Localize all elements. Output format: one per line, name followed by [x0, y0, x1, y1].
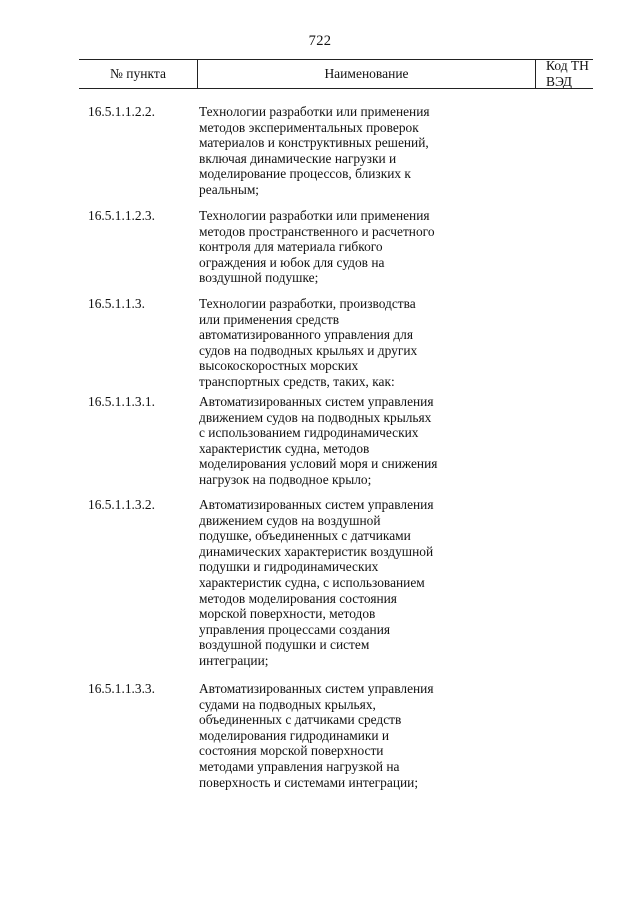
table-row	[79, 104, 593, 208]
table-row	[79, 208, 593, 296]
table-header	[79, 59, 593, 89]
header-name: Наименование	[197, 60, 535, 88]
table-row	[79, 296, 593, 394]
table-row	[79, 681, 593, 797]
row-item-number: 16.5.1.1.3.1.	[88, 394, 155, 409]
page-number: 722	[308, 33, 332, 49]
row-item-name: Автоматизированных систем управления судами на подводных крыльях, объединенных с датчиками средств моделирования гидродинамики и состояния морской поверхности методами управления нагрузкой на поверхность и системами интеграции;	[199, 681, 434, 790]
row-item-name: Автоматизированных систем управления движением судов на подводных крыльях с использованием гидродинамических характеристик судна, методов моделирования условий моря и снижения нагрузок на подводное крыло;	[199, 394, 438, 487]
row-item-number: 16.5.1.1.3.3.	[88, 681, 155, 696]
row-item-name: Автоматизированных систем управления движением судов на воздушной подушке, объединенных с датчиками динамических характеристик воздушной подушки и гидродинамических характеристик судна, с использованием методов моделирования состояния морской поверхности, методов управления процессами создания воздушной подушки и систем интеграции;	[199, 497, 434, 668]
header-item-number: № пункта	[110, 66, 166, 81]
row-item-number: 16.5.1.1.2.3.	[88, 208, 155, 223]
table-row	[79, 497, 593, 681]
row-item-name: Технологии разработки или применения методов пространственного и расчетного контроля для материала гибкого ограждения и юбок для судов на воздушной подушке;	[199, 208, 435, 286]
table-body	[79, 104, 593, 797]
table-row	[79, 394, 593, 497]
row-item-name: Технологии разработки или применения методов экспериментальных проверок материалов и конструктивных решений, включая динамические нагрузки и моделирование процессов, близких к реальным;	[199, 104, 430, 197]
header-customs-code: Код ТН ВЭД	[535, 60, 593, 88]
row-item-number: 16.5.1.1.3.	[88, 296, 145, 311]
row-item-name: Технологии разработки, производства или применения средств автоматизированного управления для судов на подводных крыльях и других высокоскоростных морских транспортных средств, таких, как:	[199, 296, 418, 389]
row-item-number: 16.5.1.1.2.2.	[88, 104, 155, 119]
row-item-number: 16.5.1.1.3.2.	[88, 497, 155, 512]
